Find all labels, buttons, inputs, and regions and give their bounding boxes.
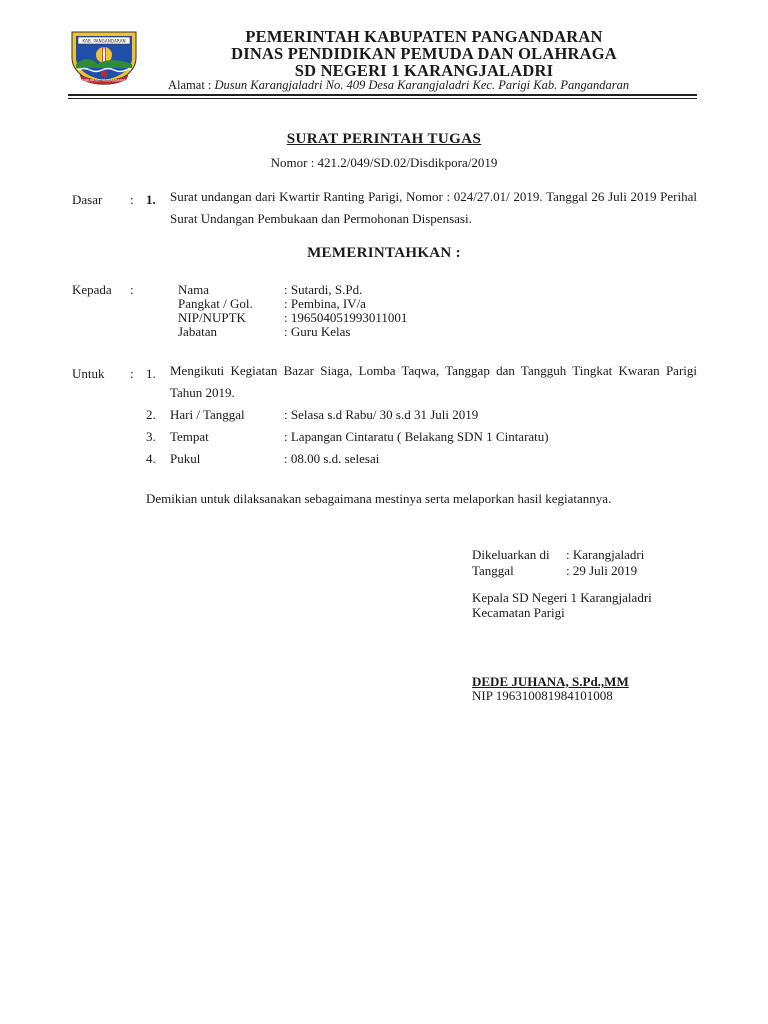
signatory-district: Kecamatan Parigi [472, 605, 565, 620]
logo-top-text: KAB. PANGANDARAN [82, 38, 126, 44]
letter-number: Nomor : 421.2/049/SD.02/Disdikpora/2019 [270, 155, 498, 170]
dasar-text: Surat undangan dari Kwartir Ranting Parigi, Nomor : 024/27.01/ 2019. Tanggal 26 Juli 2019 Perihal Surat Undangan Pembukaan dan Permohonan Dispensasi. [170, 189, 697, 226]
letter-title: SURAT PERINTAH TUGAS [286, 131, 482, 147]
memerintahkan-heading: MEMERINTAHKAN : [307, 245, 461, 261]
untuk-item-number: 1. [146, 366, 156, 381]
kepada-field-value: : 196504051993011001 [284, 310, 408, 325]
issued-label: Dikeluarkan di [472, 547, 550, 562]
kepada-field-label: Jabatan [178, 324, 217, 339]
header-rule-thick [68, 94, 697, 96]
issued-value: : Karangjaladri [566, 547, 645, 562]
untuk-colon: : [130, 366, 134, 381]
dasar-colon: : [130, 192, 134, 207]
header-department: DINAS PENDIDIKAN PEMUDA DAN OLAHRAGA [231, 44, 617, 63]
kepada-colon: : [130, 282, 134, 297]
logo-bottom-text: KABUPATEN PANGANDARAN [81, 78, 127, 83]
dasar-number: 1. [146, 192, 156, 207]
date-value: : 29 Juli 2019 [566, 563, 638, 578]
header-school: SD NEGERI 1 KARANGJALADRI [294, 61, 554, 80]
header-government: PEMERINTAH KABUPATEN PANGANDARAN [245, 27, 603, 46]
kepada-field-value: : Guru Kelas [284, 324, 351, 339]
address-text: Dusun Karangjaladri No. 409 Desa Karangjaladri Kec. Parigi Kab. Pangandaran [214, 78, 630, 92]
untuk-item-value: : Selasa s.d Rabu/ 30 s.d 31 Juli 2019 [284, 407, 479, 422]
kepada-field-value: : Sutardi, S.Pd. [284, 282, 363, 297]
header-rule-thin [68, 98, 697, 99]
untuk-item-text: Mengikuti Kegiatan Bazar Siaga, Lomba Taqwa, Tanggap dan Tangguh Tingkat Kwaran Parigi Tahun 2019. [170, 363, 697, 400]
untuk-item-label: Hari / Tanggal [170, 407, 245, 422]
kepada-field-label: Nama [178, 282, 210, 297]
untuk-item-label: Tempat [170, 429, 209, 444]
untuk-label: Untuk [72, 366, 105, 381]
kepada-field-label: NIP/NUPTK [178, 310, 246, 325]
dasar-label: Dasar [72, 192, 103, 207]
kepada-field-label: Pangkat / Gol. [178, 296, 253, 311]
kepada-field-value: : Pembina, IV/a [284, 296, 366, 311]
untuk-item-number: 3. [146, 429, 156, 444]
date-label: Tanggal [472, 563, 514, 578]
address-label: Alamat : [168, 78, 215, 92]
regency-crest-icon [68, 28, 140, 86]
untuk-item-number: 4. [146, 451, 156, 466]
untuk-item-value: : Lapangan Cintaratu ( Belakang SDN 1 Cintaratu) [284, 429, 549, 444]
signatory-name: DEDE JUHANA, S.Pd.,MM [472, 674, 629, 689]
kepada-label: Kepada [72, 282, 112, 297]
untuk-item-label: Pukul [170, 451, 201, 466]
closing-text: Demikian untuk dilaksanakan sebagaimana mestinya serta melaporkan hasil kegiatannya. [146, 491, 612, 506]
header-address [168, 78, 629, 93]
untuk-item-number: 2. [146, 407, 156, 422]
untuk-item-value: : 08.00 s.d. selesai [284, 451, 380, 466]
signatory-position: Kepala SD Negeri 1 Karangjaladri [472, 590, 652, 605]
signatory-nip: NIP 196310081984101008 [472, 688, 613, 703]
